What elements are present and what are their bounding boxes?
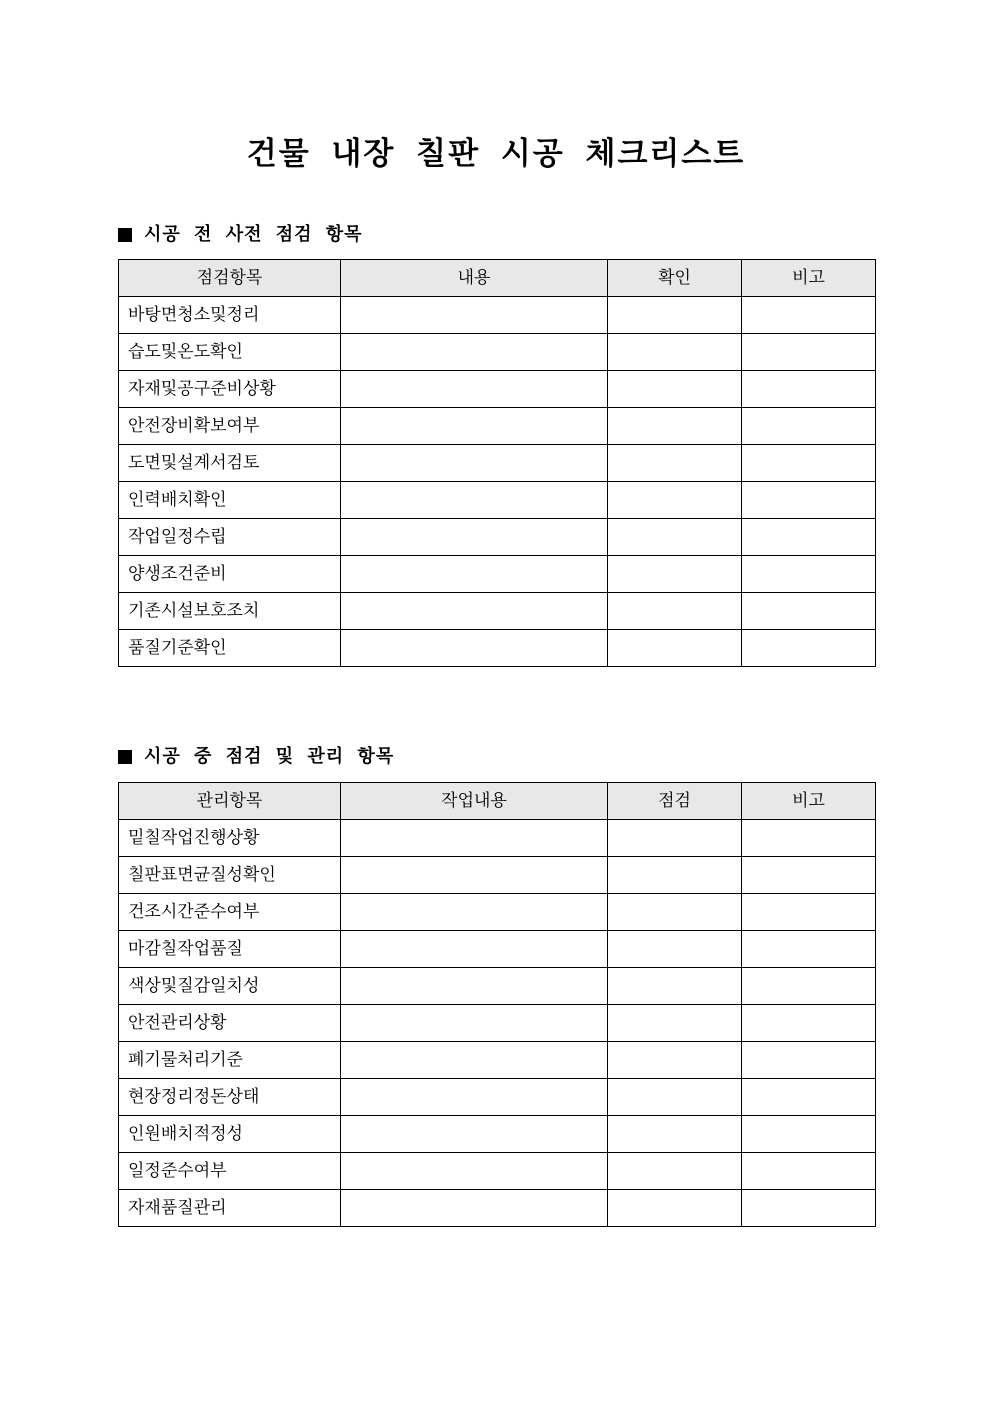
row-remarks-cell bbox=[742, 1190, 876, 1227]
row-item-label: 인원배치적정성 bbox=[119, 1116, 341, 1153]
row-content-cell bbox=[341, 1005, 608, 1042]
table-row bbox=[119, 1116, 876, 1153]
pre-inspection-table bbox=[118, 259, 876, 667]
row-check-cell bbox=[608, 630, 742, 667]
square-bullet-icon bbox=[118, 750, 132, 764]
table-row bbox=[119, 334, 876, 371]
table-row bbox=[119, 857, 876, 894]
row-item-label: 작업일정수립 bbox=[119, 519, 341, 556]
row-content-cell bbox=[341, 1153, 608, 1190]
row-check-cell bbox=[608, 968, 742, 1005]
table-row bbox=[119, 371, 876, 408]
header-check: 확인 bbox=[608, 260, 742, 297]
row-check-cell bbox=[608, 371, 742, 408]
row-check-cell bbox=[608, 857, 742, 894]
table-header-row bbox=[119, 783, 876, 820]
table-row bbox=[119, 931, 876, 968]
row-check-cell bbox=[608, 1005, 742, 1042]
row-remarks-cell bbox=[742, 1153, 876, 1190]
row-content-cell bbox=[341, 445, 608, 482]
row-check-cell bbox=[608, 1079, 742, 1116]
table-row bbox=[119, 445, 876, 482]
row-remarks-cell bbox=[742, 593, 876, 630]
row-remarks-cell bbox=[742, 297, 876, 334]
row-content-cell bbox=[341, 1116, 608, 1153]
header-content: 내용 bbox=[341, 260, 608, 297]
table-row bbox=[119, 1153, 876, 1190]
row-item-label: 일정준수여부 bbox=[119, 1153, 341, 1190]
row-content-cell bbox=[341, 931, 608, 968]
row-content-cell bbox=[341, 593, 608, 630]
row-remarks-cell bbox=[742, 630, 876, 667]
row-item-label: 칠판표면균질성확인 bbox=[119, 857, 341, 894]
row-check-cell bbox=[608, 931, 742, 968]
row-remarks-cell bbox=[742, 820, 876, 857]
row-item-label: 건조시간준수여부 bbox=[119, 894, 341, 931]
table-row bbox=[119, 1005, 876, 1042]
row-item-label: 자재품질관리 bbox=[119, 1190, 341, 1227]
row-check-cell bbox=[608, 408, 742, 445]
row-remarks-cell bbox=[742, 1116, 876, 1153]
table-row bbox=[119, 408, 876, 445]
row-item-label: 기존시설보호조치 bbox=[119, 593, 341, 630]
section-heading-text: 시공 중 점검 및 관리 항목 bbox=[144, 746, 395, 767]
row-check-cell bbox=[608, 593, 742, 630]
row-check-cell bbox=[608, 1116, 742, 1153]
square-bullet-icon bbox=[118, 228, 132, 242]
row-remarks-cell bbox=[742, 857, 876, 894]
row-content-cell bbox=[341, 857, 608, 894]
row-remarks-cell bbox=[742, 968, 876, 1005]
row-remarks-cell bbox=[742, 408, 876, 445]
row-check-cell bbox=[608, 297, 742, 334]
table-row bbox=[119, 482, 876, 519]
table-row bbox=[119, 968, 876, 1005]
row-remarks-cell bbox=[742, 556, 876, 593]
header-work-content: 작업내용 bbox=[341, 783, 608, 820]
row-content-cell bbox=[341, 820, 608, 857]
row-item-label: 자재및공구준비상황 bbox=[119, 371, 341, 408]
row-content-cell bbox=[341, 519, 608, 556]
header-item: 관리항목 bbox=[119, 783, 341, 820]
header-remarks: 비고 bbox=[742, 260, 876, 297]
row-content-cell bbox=[341, 1190, 608, 1227]
in-progress-table bbox=[118, 782, 876, 1227]
header-remarks: 비고 bbox=[742, 783, 876, 820]
row-content-cell bbox=[341, 297, 608, 334]
row-item-label: 마감칠작업품질 bbox=[119, 931, 341, 968]
row-check-cell bbox=[608, 334, 742, 371]
row-check-cell bbox=[608, 556, 742, 593]
row-remarks-cell bbox=[742, 334, 876, 371]
header-check: 점검 bbox=[608, 783, 742, 820]
section-heading-pre-inspection bbox=[118, 222, 363, 248]
row-content-cell bbox=[341, 1079, 608, 1116]
row-content-cell bbox=[341, 334, 608, 371]
row-check-cell bbox=[608, 1042, 742, 1079]
row-item-label: 밑칠작업진행상황 bbox=[119, 820, 341, 857]
row-content-cell bbox=[341, 894, 608, 931]
row-check-cell bbox=[608, 820, 742, 857]
table-row bbox=[119, 1190, 876, 1227]
table-row bbox=[119, 297, 876, 334]
page-title: 건물 내장 칠판 시공 체크리스트 bbox=[246, 136, 746, 172]
row-remarks-cell bbox=[742, 894, 876, 931]
row-item-label: 색상및질감일치성 bbox=[119, 968, 341, 1005]
table-row bbox=[119, 1079, 876, 1116]
section-heading-text: 시공 전 사전 점검 항목 bbox=[144, 224, 363, 245]
row-remarks-cell bbox=[742, 519, 876, 556]
row-check-cell bbox=[608, 1153, 742, 1190]
table-row bbox=[119, 1042, 876, 1079]
table-row bbox=[119, 630, 876, 667]
row-content-cell bbox=[341, 371, 608, 408]
row-item-label: 품질기준확인 bbox=[119, 630, 341, 667]
row-remarks-cell bbox=[742, 931, 876, 968]
row-item-label: 현장정리정돈상태 bbox=[119, 1079, 341, 1116]
row-item-label: 바탕면청소및정리 bbox=[119, 297, 341, 334]
row-remarks-cell bbox=[742, 445, 876, 482]
row-check-cell bbox=[608, 482, 742, 519]
row-content-cell bbox=[341, 968, 608, 1005]
row-remarks-cell bbox=[742, 371, 876, 408]
row-content-cell bbox=[341, 630, 608, 667]
row-item-label: 안전관리상황 bbox=[119, 1005, 341, 1042]
row-check-cell bbox=[608, 519, 742, 556]
table-row bbox=[119, 556, 876, 593]
table-row bbox=[119, 519, 876, 556]
section-heading-in-progress bbox=[118, 744, 394, 770]
row-item-label: 폐기물처리기준 bbox=[119, 1042, 341, 1079]
row-item-label: 인력배치확인 bbox=[119, 482, 341, 519]
header-item: 점검항목 bbox=[119, 260, 341, 297]
table-row bbox=[119, 593, 876, 630]
row-item-label: 안전장비확보여부 bbox=[119, 408, 341, 445]
table-row bbox=[119, 820, 876, 857]
row-remarks-cell bbox=[742, 1005, 876, 1042]
row-item-label: 도면및설계서검토 bbox=[119, 445, 341, 482]
row-check-cell bbox=[608, 445, 742, 482]
table-header-row bbox=[119, 260, 876, 297]
row-content-cell bbox=[341, 556, 608, 593]
row-remarks-cell bbox=[742, 482, 876, 519]
row-check-cell bbox=[608, 1190, 742, 1227]
row-item-label: 습도및온도확인 bbox=[119, 334, 341, 371]
row-item-label: 양생조건준비 bbox=[119, 556, 341, 593]
table-row bbox=[119, 894, 876, 931]
row-content-cell bbox=[341, 482, 608, 519]
row-content-cell bbox=[341, 408, 608, 445]
row-remarks-cell bbox=[742, 1042, 876, 1079]
row-content-cell bbox=[341, 1042, 608, 1079]
row-check-cell bbox=[608, 894, 742, 931]
row-remarks-cell bbox=[742, 1079, 876, 1116]
